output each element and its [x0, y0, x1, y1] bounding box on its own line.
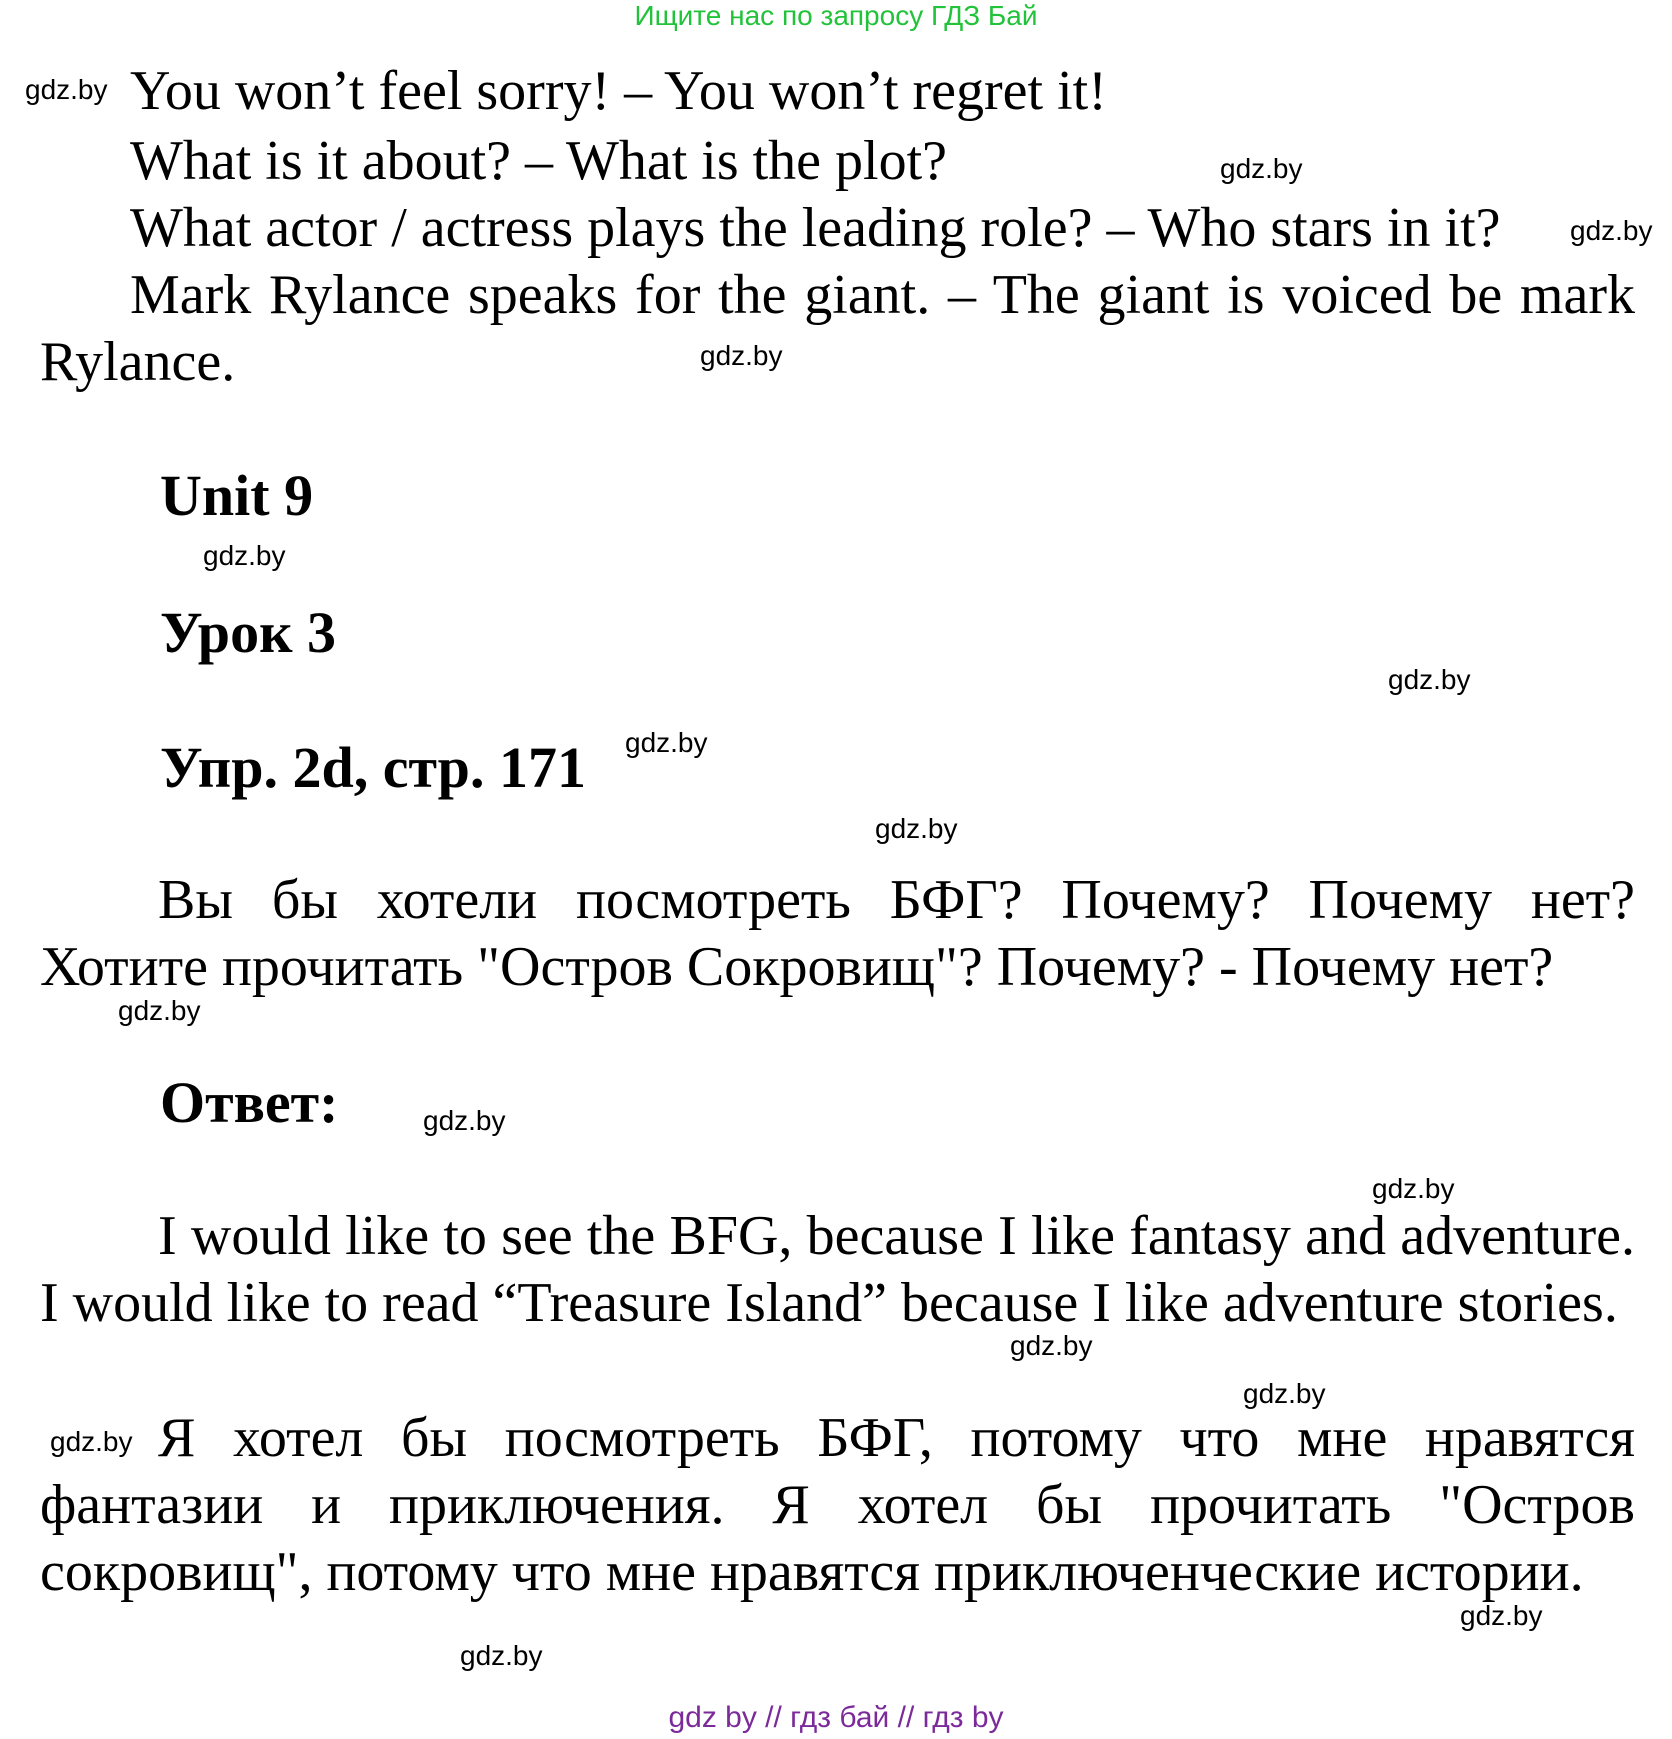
watermark: gdz.by: [423, 1105, 506, 1136]
search-hint: Ищите нас по запросу ГДЗ Бай: [634, 0, 1038, 31]
watermark: gdz.by: [1220, 153, 1303, 184]
vocab-line-4-text: Mark Rylance speaks for the giant. – The giant is voiced be mark Rylance.: [40, 264, 1635, 393]
answer-russian-paragraph: [40, 1405, 1635, 1606]
answer-english-paragraph: [40, 1203, 1635, 1337]
vocab-line-3: What actor / actress plays the leading role? – Who stars in it?: [130, 197, 1501, 259]
watermark: gdz.by: [625, 727, 708, 758]
watermark: gdz.by: [1372, 1173, 1455, 1204]
watermark: gdz.by: [460, 1640, 543, 1671]
footer-links: gdz by // гдз бай // гдз by: [668, 1701, 1004, 1734]
exercise-heading: Упр. 2d, стр. 171: [160, 735, 586, 800]
answer-russian-text: Я хотел бы посмотреть БФГ, потому что мне нравятся фантазии и приключения. Я хотел бы прочитать "Остров сокровищ", потому что мне нравятся приключенческие истории.: [40, 1407, 1635, 1603]
lesson-heading: Урок 3: [160, 600, 336, 665]
watermark: gdz.by: [875, 813, 958, 844]
watermark: gdz.by: [1010, 1330, 1093, 1361]
watermark: gdz.by: [1460, 1600, 1543, 1631]
watermark: gdz.by: [118, 995, 201, 1026]
unit-heading: Unit 9: [160, 463, 314, 528]
vocab-paragraph-4: [40, 262, 1635, 396]
answer-english-text: I would like to see the BFG, because I like fantasy and adventure. I would like to read “Treasure Island” because I like adventure stories.: [40, 1205, 1635, 1334]
watermark: gdz.by: [1388, 664, 1471, 695]
watermark: gdz.by: [700, 340, 783, 371]
watermark: gdz.by: [25, 74, 108, 105]
watermark: gdz.by: [50, 1426, 133, 1457]
task-paragraph: [40, 867, 1635, 1001]
answer-heading: Ответ:: [160, 1070, 339, 1135]
watermark: gdz.by: [1570, 215, 1653, 246]
watermark: gdz.by: [1243, 1378, 1326, 1409]
task-text: Вы бы хотели посмотреть БФГ? Почему? Почему нет? Хотите прочитать "Остров Сокровищ"? Почему? - Почему нет?: [40, 869, 1635, 998]
vocab-line-1: You won’t feel sorry! – You won’t regret it!: [130, 60, 1107, 122]
watermark: gdz.by: [203, 540, 286, 571]
vocab-line-2: What is it about? – What is the plot?: [130, 130, 948, 192]
